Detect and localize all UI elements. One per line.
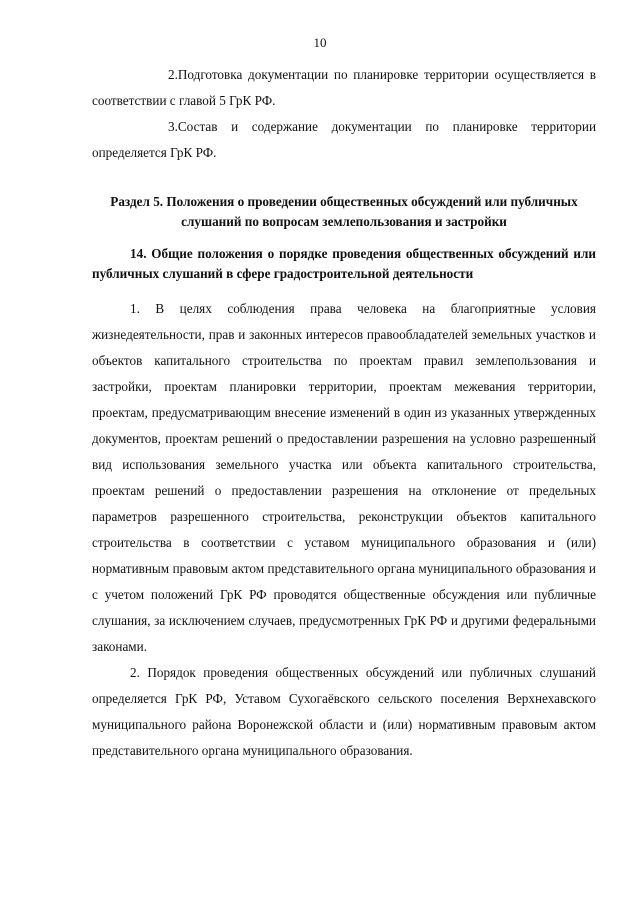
list-item-number: 3. [168, 119, 178, 134]
article-paragraph-2: 2. Порядок проведения общественных обсуждений или публичных слушаний определяется ГрК РФ, Уставом Сухогаёвского сельского поселения Верхнехавского муниципального района Воронежской области и (или) нормативным правовым актом представительного органа муниципального образования. [92, 665, 596, 758]
list-item-text: Состав и содержание документации по планировке территории определяется ГрК РФ. [92, 119, 596, 160]
page-content [92, 62, 596, 764]
list-item-2 [92, 62, 596, 114]
page-number: 10 [313, 35, 327, 50]
article-heading: 14. Общие положения о порядке проведения общественных обсуждений или публичных слушаний в сфере градостроительной деятельности [92, 246, 596, 281]
list-item-number: 2. [168, 67, 178, 82]
list-item-3 [92, 114, 596, 166]
list-item-text: Подготовка документации по планировке территории осуществляется в соответствии с главой 5 ГрК РФ. [92, 67, 596, 108]
article-paragraph-1: 1. В целях соблюдения права человека на благоприятные условия жизнедеятельности, прав и законных интересов правообладателей земельных участков и объектов капитального строительства по проектам правил землепользования и застройки, проектам планировки территории, проектам межевания территории, проектам, предусматривающим внесение изменений в один из указанных утвержденных документов, проектам решений о предоставлении разрешения на условно разрешенный вид использования земельного участка или объекта капитального строительства, проектам решений о предоставлении разрешения на отклонение от предельных параметров разрешенного строительства, реконструкции объектов капитального строительства в соответствии с уставом муниципального образования и (или) нормативным правовым актом представительного органа муниципального образования и с учетом положений ГрК РФ проводятся общественные обсуждения или публичные слушания, за исключением случаев, предусмотренных ГрК РФ и другими федеральными законами. [92, 301, 596, 654]
section-heading: Раздел 5. Положения о проведении общественных обсуждений или публичных слушаний по вопросам землепользования и застройки [110, 194, 578, 229]
